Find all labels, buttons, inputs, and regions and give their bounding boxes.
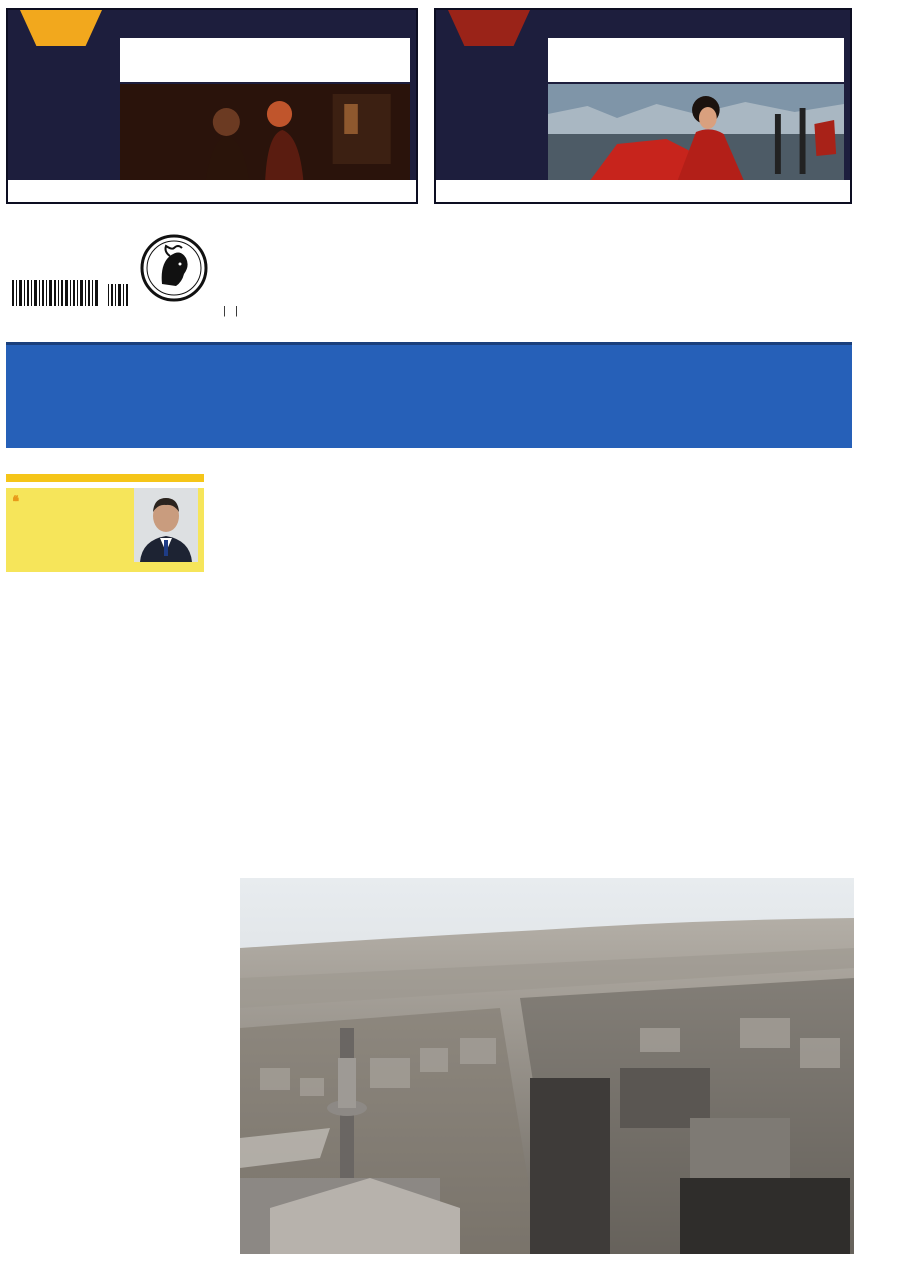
issue-sep: |	[220, 305, 229, 317]
story-column-1	[240, 664, 538, 678]
thessaloniki-aerial-photo	[240, 878, 854, 1254]
section-bar	[6, 474, 204, 482]
coupon-number	[448, 10, 530, 46]
coupon-number	[20, 10, 102, 46]
coupon-title-box	[120, 38, 410, 82]
coupon-title-box	[548, 38, 844, 82]
film-still-image	[120, 84, 410, 184]
coupon-1	[6, 8, 418, 204]
coupon-footer	[8, 180, 416, 202]
coupon-footer	[436, 180, 850, 202]
issue-info	[220, 305, 241, 317]
film-still-image	[548, 84, 844, 184]
barcode	[12, 280, 132, 316]
alexander-logo	[140, 234, 208, 302]
top-story-banner	[6, 342, 852, 448]
story-column-2	[556, 664, 854, 678]
quote-marks-icon: ❛❛	[12, 494, 17, 511]
barcode-bars	[12, 280, 132, 306]
avatar	[134, 488, 198, 562]
coupon-2	[434, 8, 852, 204]
sidebar-item-skylakakis[interactable]	[6, 474, 204, 572]
person-quote	[6, 488, 204, 572]
issue-sep: |	[232, 305, 242, 317]
